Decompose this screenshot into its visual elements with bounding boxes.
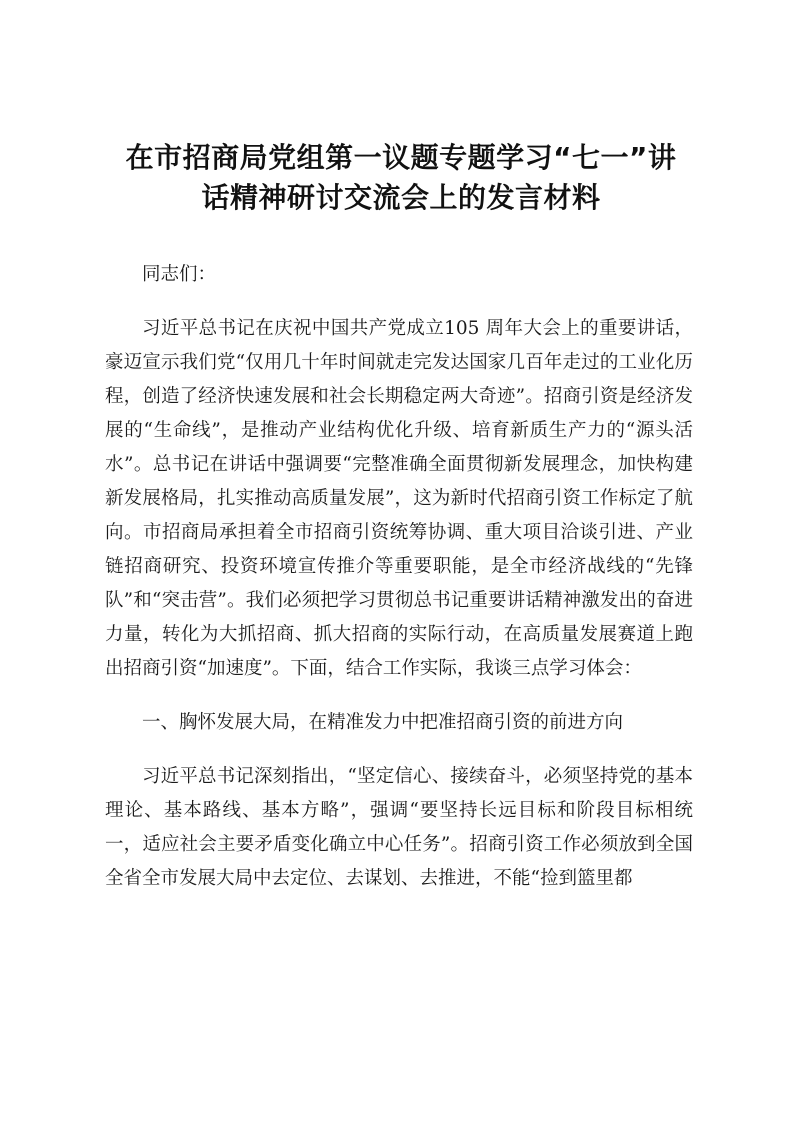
document-body xyxy=(105,258,693,896)
section-heading-1: 一、胸怀发展大局，在精准发力中把准招商引资的前进方向 xyxy=(142,712,624,733)
greeting: 同志们： xyxy=(142,264,217,285)
title-line-2: 话精神研讨交流会上的发言材料 xyxy=(201,181,601,214)
document-title xyxy=(96,138,706,218)
paragraph-section-1: 习近平总书记深刻指出，“坚定信心、接续奋斗，必须坚持党的基本理论、基本路线、基本方略”，强调“要坚持长远目标和阶段目标相统一，适应社会主要矛盾变化确立中心任务”。招商引资工作必须放到全国全省全市发展大局中去定位、去谋划、去推进，不能“捡到篮里都 xyxy=(105,766,693,889)
paragraph-intro: 习近平总书记在庆祝中国共产党成立105 周年大会上的重要讲话，豪迈宣示我们党“仅用几十年时间就走完发达国家几百年走过的工业化历程，创造了经济快速发展和社会长期稳定两大奇迹”。招商引资是经济发展的“生命线”，是推动产业结构优化升级、培育新质生产力的“源头活水”。总书记在讲话中强调要“完整准确全面贯彻新发展理念，加快构建新发展格局，扎实推动高质量发展”，这为新时代招商引资工作标定了航向。市招商局承担着全市招商引资统筹协调、重大项目洽谈引进、产业链招商研究、投资环境宣传推介等重要职能，是全市经济战线的“先锋队”和“突击营”。我们必须把学习贯彻总书记重要讲话精神激发出的奋进力量，转化为大抓招商、抓大招商的实际行动，在高质量发展赛道上跑出招商引资“加速度”。下面，结合工作实际，我谈三点学习体会： xyxy=(105,318,693,679)
title-line-1: 在市招商局党组第一议题专题学习“七一”讲 xyxy=(125,141,677,174)
